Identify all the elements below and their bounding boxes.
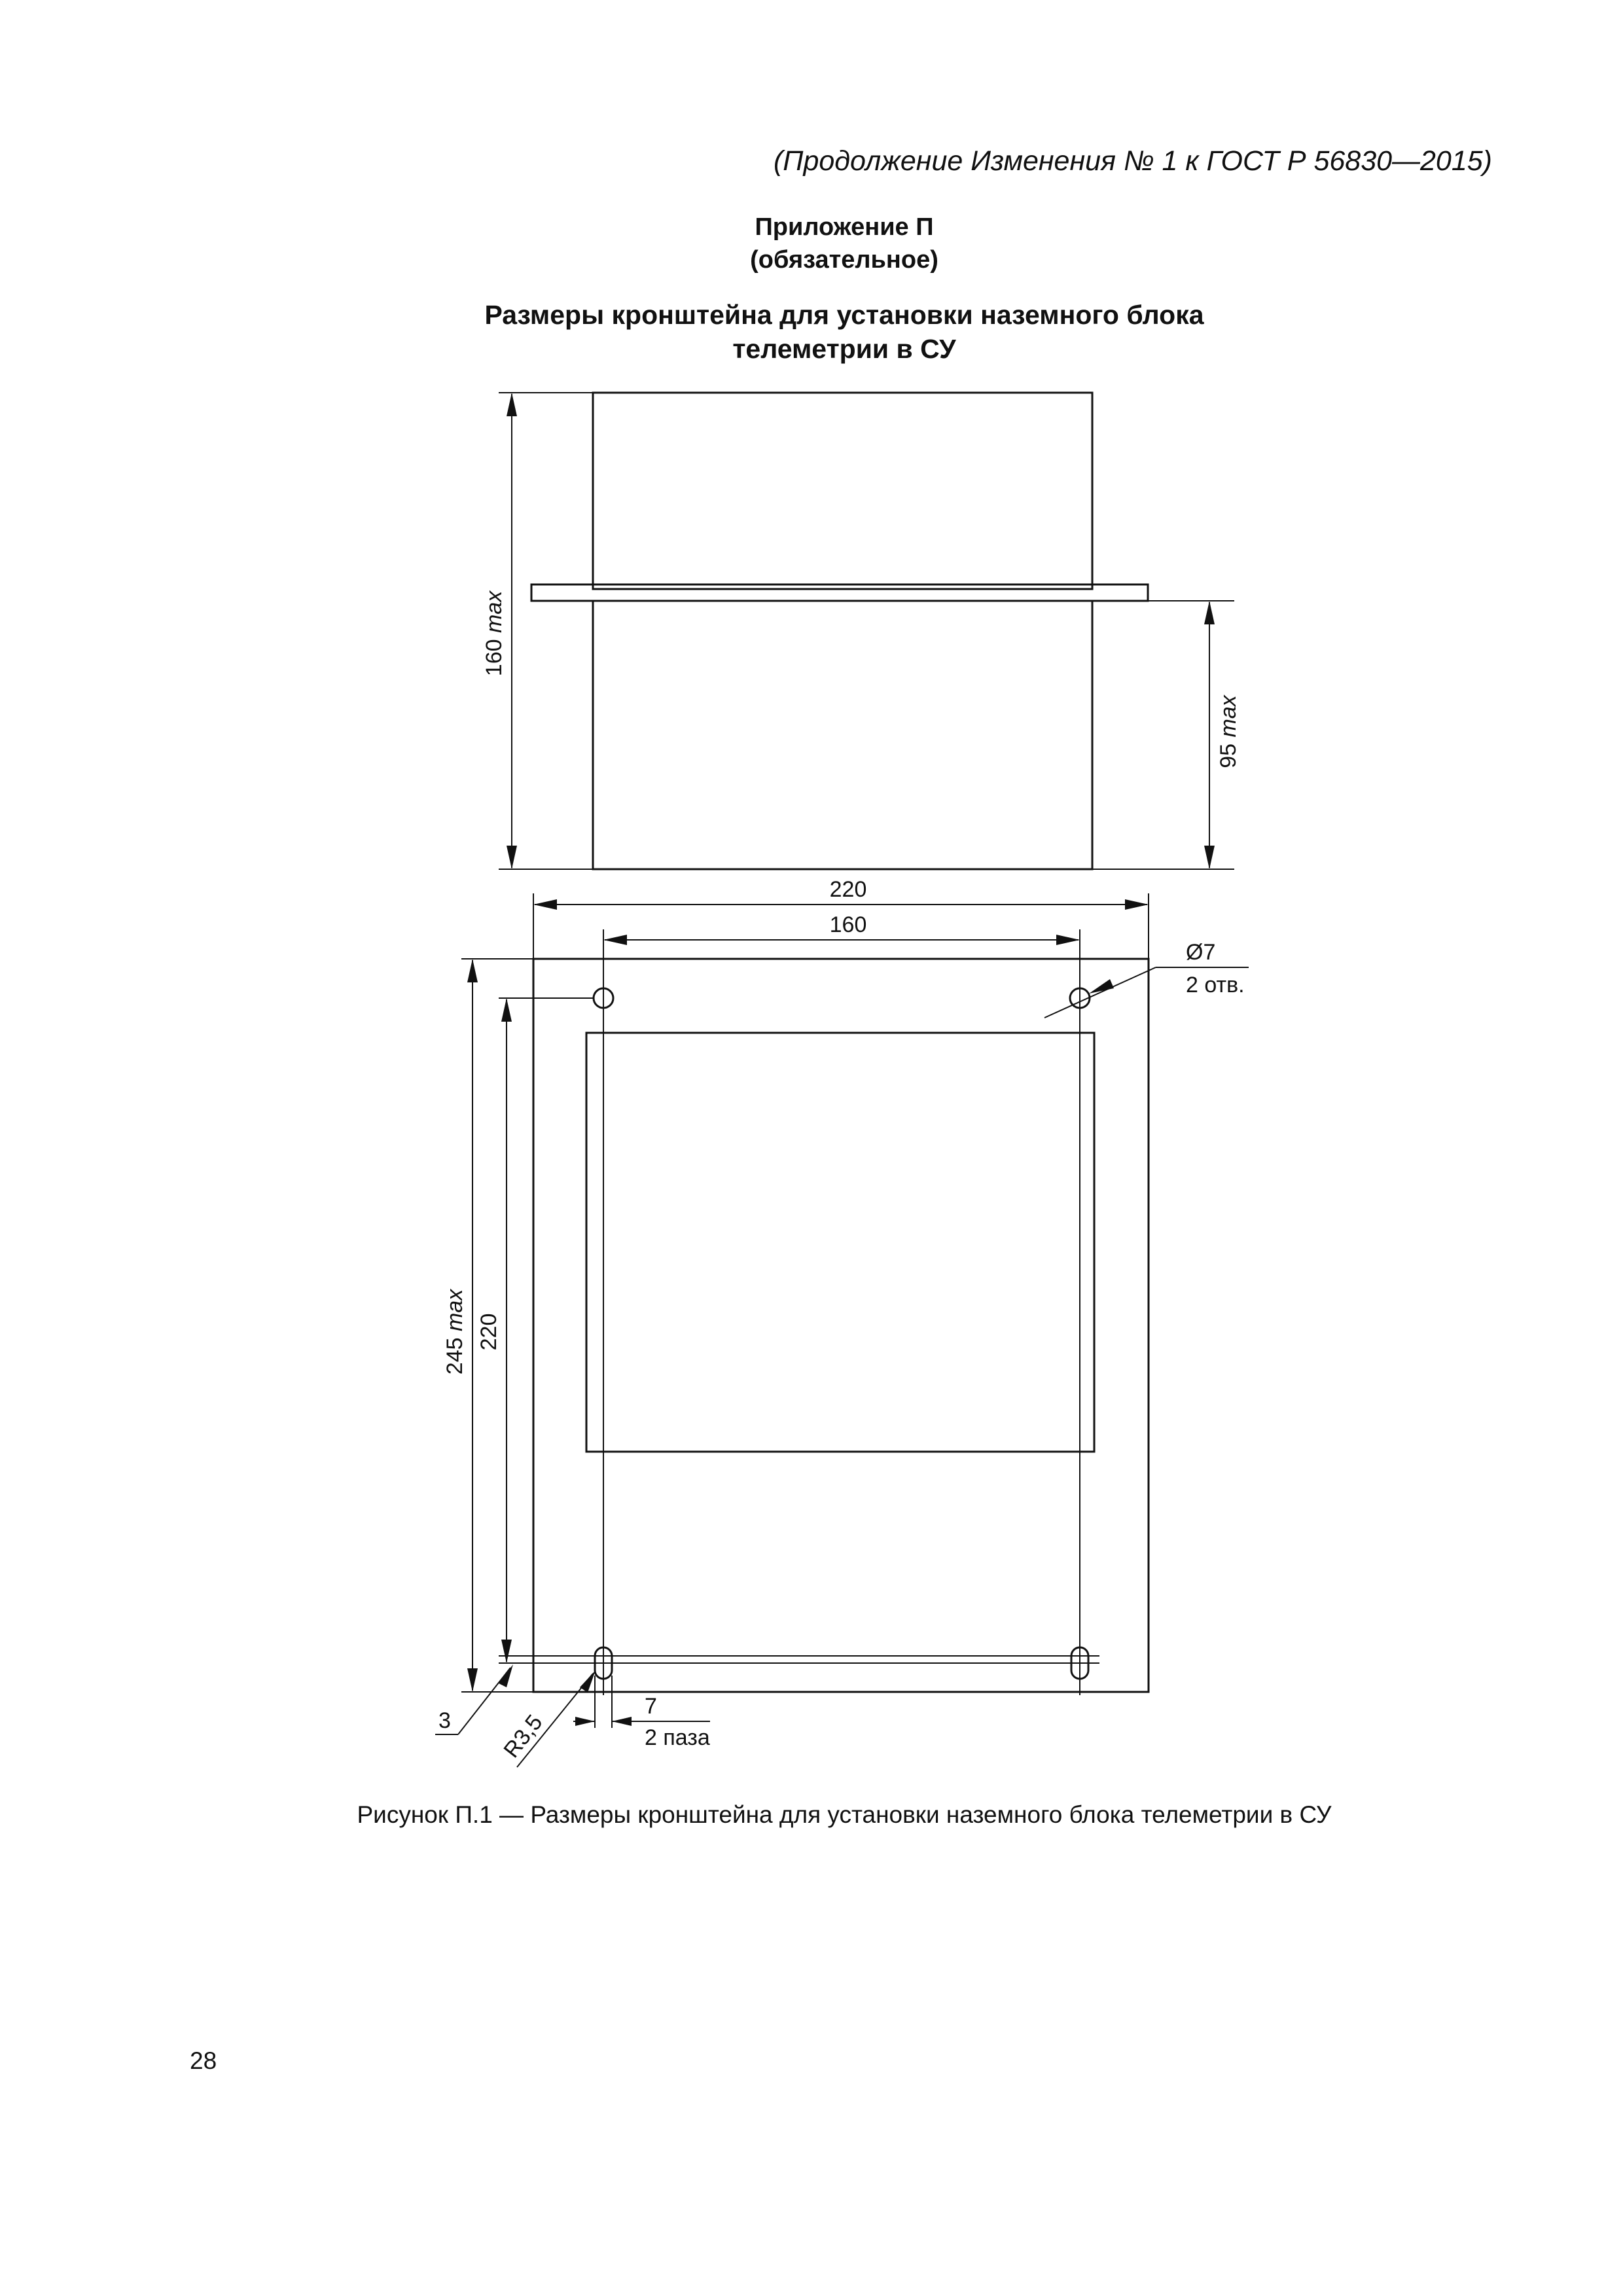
arrow-offset-3 bbox=[499, 1664, 513, 1687]
continuation-header: (Продолжение Изменения № 1 к ГОСТ Р 56830—2015) bbox=[773, 145, 1492, 177]
arrow-slot-width-right bbox=[612, 1717, 632, 1726]
arrow-220w-left bbox=[533, 899, 557, 910]
dim-label-220-width: 220 bbox=[829, 877, 867, 902]
bracket-plate bbox=[533, 959, 1149, 1692]
slot-radius-label: R3,5 bbox=[499, 1710, 548, 1763]
page-number: 28 bbox=[190, 2047, 217, 2074]
dim-value-245max: 245 bbox=[442, 1337, 467, 1375]
dim-label-245max bbox=[442, 1289, 467, 1374]
dim-suffix-160max: max bbox=[482, 590, 507, 634]
appendix-subtitle: (обязательное) bbox=[750, 246, 938, 274]
arrow-160max-bottom bbox=[507, 846, 517, 869]
arrow-220h-top bbox=[501, 998, 512, 1022]
dim-label-160-width: 160 bbox=[829, 912, 867, 937]
side-view bbox=[482, 393, 1241, 869]
leader-hole-diameter bbox=[1044, 967, 1156, 1018]
dim-suffix-245max: max bbox=[442, 1289, 467, 1332]
arrow-220h-bottom bbox=[501, 1640, 512, 1663]
dim-value-160max: 160 bbox=[482, 639, 507, 677]
figure-title-line1: Размеры кронштейна для установки наземного блока bbox=[484, 300, 1204, 330]
dim-label-160max bbox=[482, 590, 507, 676]
dim-label-offset-3: 3 bbox=[438, 1708, 451, 1733]
arrow-245max-bottom bbox=[467, 1668, 478, 1692]
hole-count-label: 2 отв. bbox=[1186, 973, 1245, 997]
plan-view bbox=[435, 877, 1249, 1767]
dim-suffix-95max: max bbox=[1216, 695, 1241, 738]
arrow-160w-right bbox=[1056, 935, 1080, 945]
telemetry-block-upper bbox=[593, 393, 1092, 589]
slot-width-label: 7 bbox=[645, 1694, 657, 1719]
arrow-245max-top bbox=[467, 959, 478, 982]
arrow-160max-top bbox=[507, 393, 517, 416]
arrow-95max-bottom bbox=[1204, 846, 1215, 869]
leader-offset-3 bbox=[458, 1668, 510, 1734]
hole-diameter-label: Ø7 bbox=[1186, 940, 1216, 965]
arrow-220w-right bbox=[1125, 899, 1149, 910]
arrow-slot-width-left bbox=[575, 1717, 595, 1726]
bracket-flange bbox=[531, 584, 1148, 601]
telemetry-block-outline bbox=[586, 1033, 1094, 1452]
arrow-95max-top bbox=[1204, 601, 1215, 624]
arrow-slot-radius bbox=[580, 1670, 596, 1693]
dim-label-95max bbox=[1216, 694, 1241, 768]
figure-caption: Рисунок П.1 — Размеры кронштейна для установки наземного блока телеметрии в СУ bbox=[357, 1801, 1332, 1828]
appendix-title: Приложение П bbox=[755, 213, 934, 241]
arrow-160w-left bbox=[603, 935, 627, 945]
slot-count-label: 2 паза bbox=[645, 1725, 710, 1750]
dim-label-220-height: 220 bbox=[476, 1313, 501, 1351]
figure-title-line2: телеметрии в СУ bbox=[732, 334, 956, 364]
telemetry-block-lower bbox=[593, 601, 1092, 869]
dim-value-95max: 95 bbox=[1216, 743, 1241, 768]
